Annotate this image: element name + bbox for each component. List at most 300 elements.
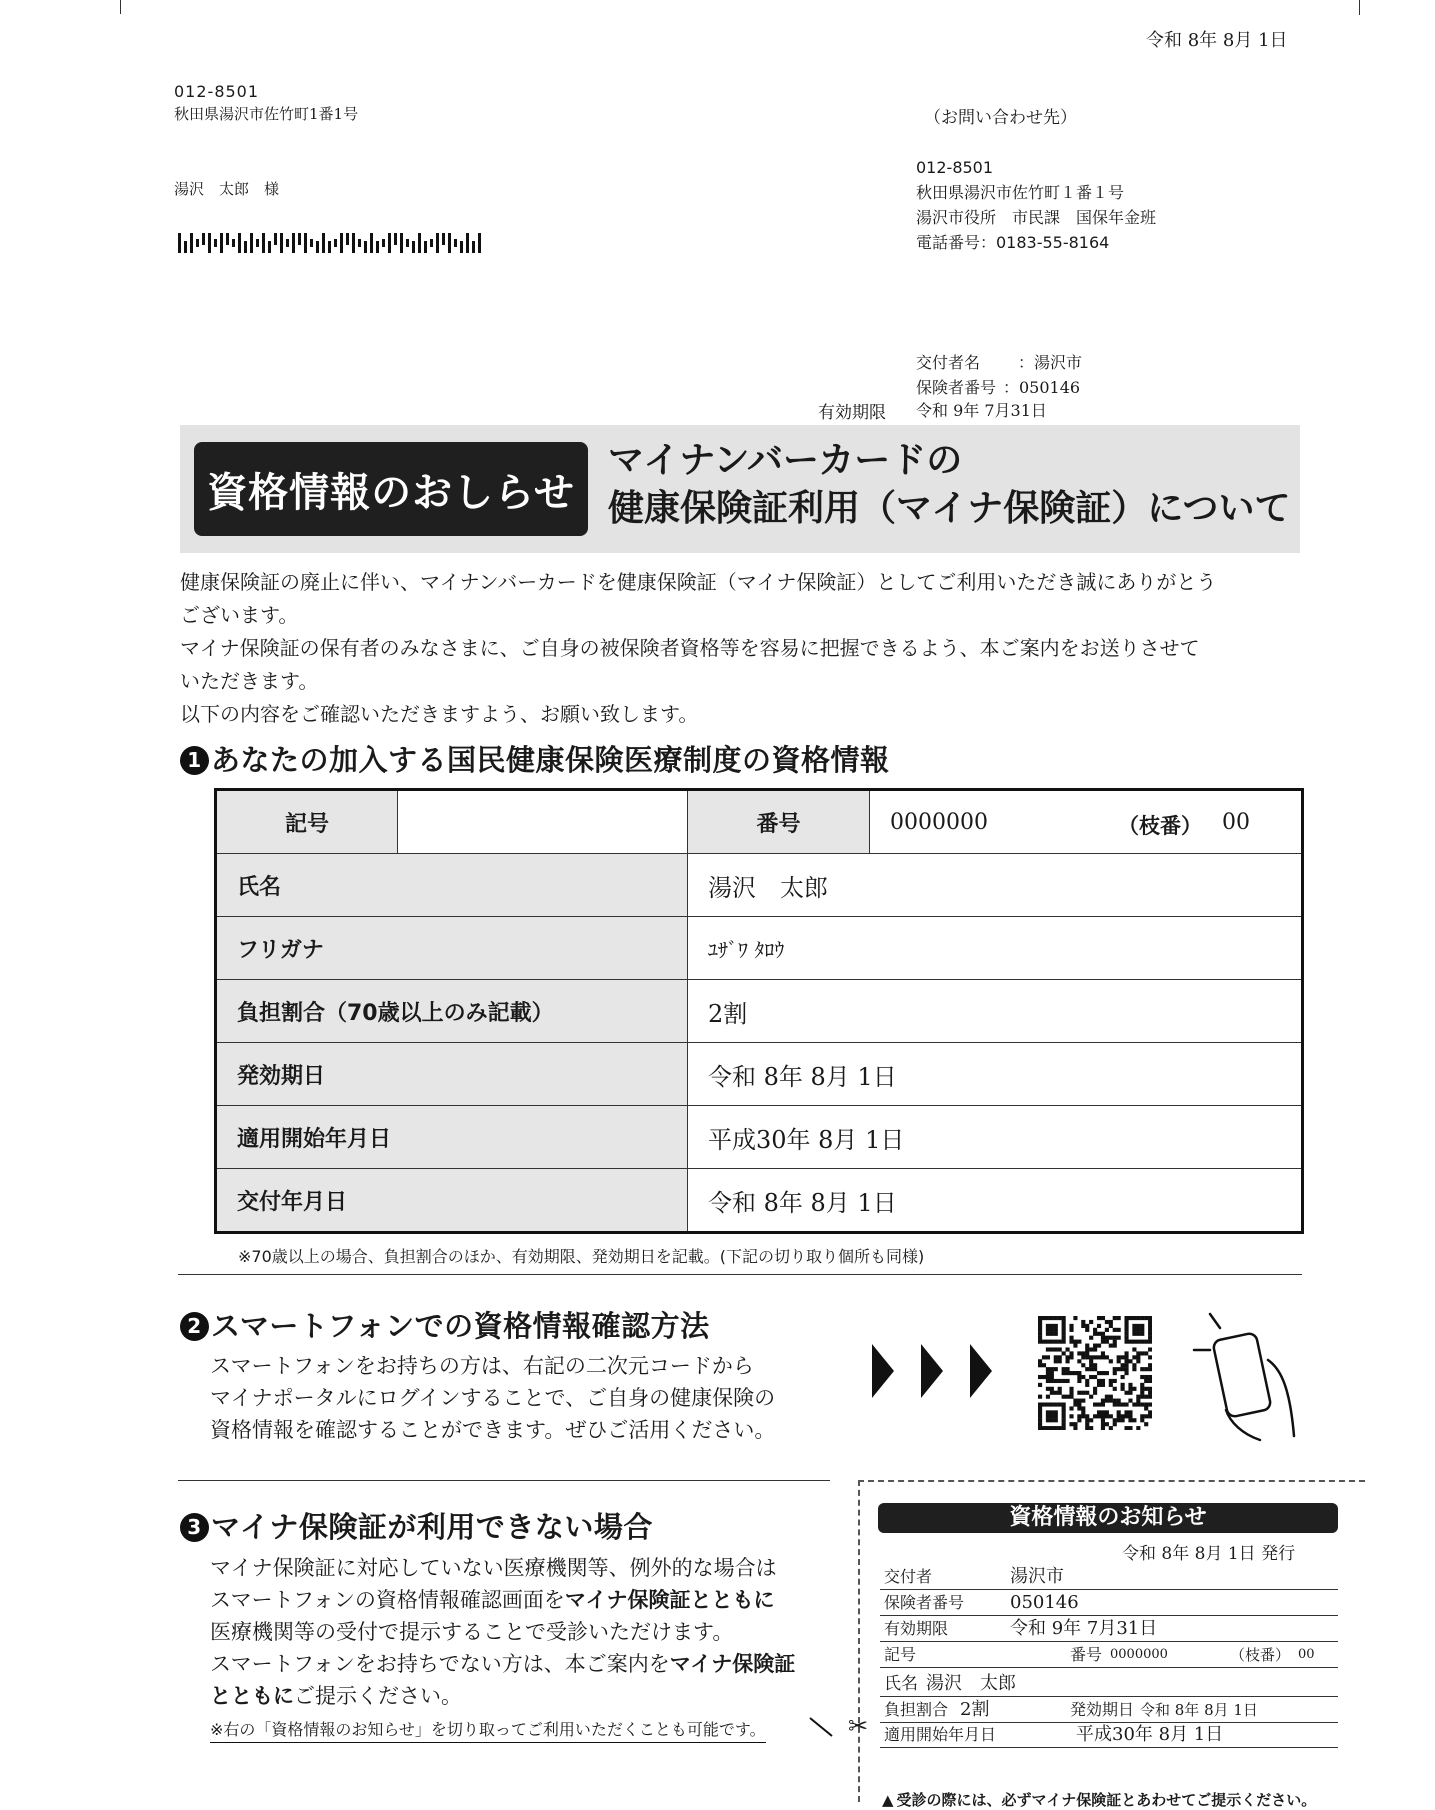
- qr-module: [1050, 1387, 1054, 1391]
- qr-module: [1105, 1320, 1109, 1324]
- barcode-bar: [466, 233, 469, 253]
- qr-module: [1144, 1406, 1148, 1410]
- scissors-icon: ✂: [848, 1712, 869, 1740]
- barcode-bar: [250, 233, 253, 253]
- qr-module: [1109, 1324, 1113, 1328]
- qr-module: [1140, 1324, 1144, 1328]
- qr-module: [1124, 1391, 1128, 1395]
- qr-module: [1148, 1410, 1152, 1414]
- section2-heading: [180, 1304, 710, 1345]
- cutout-row: [880, 1565, 1338, 1590]
- cutout-start-value: 平成30年 8月 1日: [1076, 1724, 1224, 1745]
- barcode-bar: [400, 233, 403, 253]
- qr-module: [1101, 1379, 1105, 1383]
- qr-module: [1046, 1387, 1050, 1391]
- qr-module: [1046, 1324, 1050, 1328]
- recipient-postal: 012-8501: [174, 82, 260, 101]
- qr-module: [1128, 1399, 1132, 1403]
- qr-module: [1062, 1414, 1066, 1418]
- qr-module: [1069, 1414, 1073, 1418]
- barcode-bar: [388, 233, 391, 253]
- qr-module: [1058, 1379, 1062, 1383]
- cutout-row: [880, 1591, 1338, 1616]
- qr-module: [1077, 1351, 1081, 1355]
- recipient-address: 秋田県湯沢市佐竹町1番1号: [174, 105, 359, 123]
- qr-module: [1085, 1351, 1089, 1355]
- qr-module: [1144, 1387, 1148, 1391]
- qr-module: [1050, 1332, 1054, 1336]
- qr-module: [1069, 1391, 1073, 1395]
- qr-module: [1097, 1383, 1101, 1387]
- qr-module: [1105, 1328, 1109, 1332]
- barcode-bar: [442, 233, 445, 245]
- qr-module: [1148, 1324, 1152, 1328]
- qr-module: [1085, 1367, 1089, 1371]
- qr-module: [1140, 1316, 1144, 1320]
- qr-module: [1117, 1316, 1121, 1320]
- qr-module: [1148, 1332, 1152, 1336]
- qr-module: [1121, 1387, 1125, 1391]
- barcode-bar: [226, 233, 229, 245]
- qr-module: [1058, 1387, 1062, 1391]
- cutout-issuer-label: 交付者: [884, 1567, 933, 1586]
- qr-module: [1140, 1375, 1144, 1379]
- qr-module: [1109, 1359, 1113, 1363]
- qr-module: [1085, 1418, 1089, 1422]
- qr-module: [1101, 1332, 1105, 1336]
- qr-module: [1113, 1387, 1117, 1391]
- qr-module: [1038, 1328, 1042, 1332]
- qr-module: [1046, 1367, 1050, 1371]
- cutout-row: [880, 1617, 1338, 1642]
- qr-module: [1113, 1316, 1117, 1320]
- postal-barcode: [178, 233, 481, 253]
- qr-module: [1148, 1328, 1152, 1332]
- qr-module: [1050, 1391, 1054, 1395]
- qr-module: [1038, 1324, 1042, 1328]
- qr-module: [1124, 1355, 1128, 1359]
- qr-module: [1109, 1344, 1113, 1348]
- qr-module: [1101, 1336, 1105, 1340]
- qr-module: [1077, 1379, 1081, 1383]
- barcode-bar: [262, 233, 265, 253]
- qr-module: [1109, 1426, 1113, 1430]
- qr-module: [1105, 1371, 1109, 1375]
- section3-emphasis: マイナ保険証とともに: [564, 1588, 775, 1612]
- qr-module: [1144, 1351, 1148, 1355]
- qr-module: [1038, 1340, 1042, 1344]
- barcode-bar: [472, 241, 475, 253]
- qr-module: [1109, 1399, 1113, 1403]
- qr-module: [1101, 1399, 1105, 1403]
- qr-module: [1073, 1402, 1077, 1406]
- qr-module: [1042, 1340, 1046, 1344]
- qr-module: [1128, 1387, 1132, 1391]
- qr-module: [1117, 1418, 1121, 1422]
- qr-module: [1085, 1422, 1089, 1426]
- crop-mark-left: [120, 0, 135, 14]
- barcode-bar: [382, 239, 385, 247]
- qr-module: [1128, 1391, 1132, 1395]
- qr-module: [1093, 1328, 1097, 1332]
- qr-module: [1113, 1402, 1117, 1406]
- qr-module: [1101, 1371, 1105, 1375]
- barcode-bar: [268, 241, 271, 253]
- qr-module: [1046, 1395, 1050, 1399]
- barcode-bar: [334, 239, 337, 247]
- qr-module: [1038, 1383, 1042, 1387]
- qr-module: [1121, 1402, 1125, 1406]
- qr-module: [1038, 1375, 1042, 1379]
- qr-module: [1140, 1391, 1144, 1395]
- qr-module: [1081, 1391, 1085, 1395]
- section3-number: 3: [180, 1513, 209, 1542]
- barcode-bar: [364, 241, 367, 253]
- barcode-bar: [304, 233, 307, 253]
- qr-module: [1109, 1336, 1113, 1340]
- qr-module: [1093, 1347, 1097, 1351]
- barcode-bar: [322, 233, 325, 253]
- cutout-effective-value: 令和 8年 8月 1日: [1140, 1701, 1258, 1719]
- qr-module: [1117, 1410, 1121, 1414]
- qr-module: [1089, 1375, 1093, 1379]
- qr-module: [1038, 1422, 1042, 1426]
- warning-icon: ▲: [882, 1791, 894, 1809]
- edaban-value: 00: [1222, 810, 1250, 835]
- qr-module: [1050, 1324, 1054, 1328]
- cutout-issuer-value: 湯沢市: [1010, 1566, 1064, 1587]
- arrow-icon: [921, 1344, 943, 1398]
- qr-module: [1054, 1355, 1058, 1359]
- qr-module: [1140, 1395, 1144, 1399]
- qr-module: [1093, 1367, 1097, 1371]
- kigo-label: 記号: [216, 790, 398, 854]
- qr-module: [1066, 1355, 1070, 1359]
- qr-module: [1117, 1399, 1121, 1403]
- qr-module: [1140, 1418, 1144, 1422]
- qr-module: [1054, 1328, 1058, 1332]
- barcode-bar: [184, 241, 187, 253]
- qr-module: [1081, 1351, 1085, 1355]
- qr-module: [1136, 1332, 1140, 1336]
- qr-module: [1042, 1375, 1046, 1379]
- table-row: [216, 1169, 1303, 1233]
- qr-module: [1054, 1367, 1058, 1371]
- qr-module: [1140, 1340, 1144, 1344]
- qr-module: [1038, 1320, 1042, 1324]
- qr-module: [1132, 1328, 1136, 1332]
- qr-module: [1113, 1340, 1117, 1344]
- qr-module: [1148, 1375, 1152, 1379]
- intro-line: 以下の内容をご確認いただきますよう、お願い致します。: [180, 702, 699, 726]
- qr-module: [1093, 1355, 1097, 1359]
- qr-module: [1124, 1332, 1128, 1336]
- qr-module: [1038, 1363, 1042, 1367]
- qr-module: [1062, 1324, 1066, 1328]
- qr-module: [1054, 1391, 1058, 1395]
- qr-module: [1148, 1367, 1152, 1371]
- qr-code-icon[interactable]: [1038, 1316, 1152, 1430]
- section3-text-span: ご提示ください。: [294, 1684, 462, 1708]
- qr-module: [1144, 1414, 1148, 1418]
- qr-module: [1050, 1379, 1054, 1383]
- qr-module: [1038, 1336, 1042, 1340]
- row-label: 氏名: [216, 854, 688, 917]
- qr-module: [1117, 1328, 1121, 1332]
- qr-module: [1058, 1402, 1062, 1406]
- qr-module: [1073, 1399, 1077, 1403]
- qr-module: [1050, 1426, 1054, 1430]
- qr-module: [1140, 1414, 1144, 1418]
- qr-module: [1148, 1363, 1152, 1367]
- barcode-bar: [292, 233, 295, 253]
- qr-module: [1117, 1402, 1121, 1406]
- cutout-kigo-label: 記号: [884, 1645, 917, 1664]
- row-value: 2割: [688, 980, 1303, 1043]
- barcode-bar: [178, 233, 181, 253]
- crop-mark-right: [1359, 0, 1360, 15]
- cutout-name-label: 氏名: [884, 1674, 918, 1694]
- qr-module: [1054, 1316, 1058, 1320]
- barcode-bar: [232, 239, 235, 247]
- cutout-row: [880, 1672, 1338, 1697]
- qr-module: [1132, 1418, 1136, 1422]
- qr-module: [1113, 1418, 1117, 1422]
- barcode-bar: [430, 239, 433, 247]
- qr-module: [1066, 1395, 1070, 1399]
- qr-module: [1101, 1414, 1105, 1418]
- qr-module: [1105, 1340, 1109, 1344]
- qr-module: [1113, 1379, 1117, 1383]
- qr-module: [1093, 1387, 1097, 1391]
- row-value: 令和 8年 8月 1日: [688, 1169, 1303, 1233]
- qr-module: [1132, 1363, 1136, 1367]
- table-note: ※70歳以上の場合、負担割合のほか、有効期限、発効期日を記載。(下記の切り取り個所も同様): [238, 1247, 925, 1266]
- qr-module: [1038, 1426, 1042, 1430]
- qr-module: [1038, 1402, 1042, 1406]
- row-value: 令和 8年 8月 1日: [688, 1043, 1303, 1106]
- qr-module: [1050, 1347, 1054, 1351]
- qr-module: [1136, 1426, 1140, 1430]
- row-value: 湯沢 太郎: [688, 854, 1303, 917]
- section3-emphasis: マイナ保険証: [669, 1652, 796, 1676]
- qr-module: [1054, 1359, 1058, 1363]
- section3-line: [210, 1584, 795, 1616]
- qr-module: [1124, 1363, 1128, 1367]
- section3-text-span: スマートフォンの資格情報確認画面を: [210, 1588, 565, 1612]
- intro-line: マイナ保険証の保有者のみなさまに、ご自身の被保険者資格等を容易に把握できるよう、本ご案内をお送りさせて: [180, 636, 1200, 660]
- qr-module: [1085, 1414, 1089, 1418]
- qr-module: [1089, 1395, 1093, 1399]
- qr-module: [1113, 1422, 1117, 1426]
- barcode-bar: [238, 233, 241, 253]
- cutout-row: [880, 1643, 1338, 1668]
- qr-module: [1144, 1316, 1148, 1320]
- section2-number: 2: [180, 1312, 209, 1341]
- row-label: フリガナ: [216, 917, 688, 980]
- qr-module: [1085, 1355, 1089, 1359]
- table-row: [216, 1106, 1303, 1169]
- barcode-bar: [340, 233, 343, 253]
- qr-module: [1121, 1383, 1125, 1387]
- qr-module: [1085, 1347, 1089, 1351]
- barcode-bar: [220, 233, 223, 253]
- barcode-bar: [208, 233, 211, 253]
- qr-module: [1069, 1340, 1073, 1344]
- qr-module: [1069, 1336, 1073, 1340]
- qr-module: [1046, 1316, 1050, 1320]
- section3-text: [210, 1552, 795, 1712]
- smartphone-hand-icon: [1190, 1310, 1302, 1442]
- qr-module: [1089, 1355, 1093, 1359]
- qr-module: [1054, 1340, 1058, 1344]
- qr-module: [1089, 1336, 1093, 1340]
- qr-module: [1121, 1367, 1125, 1371]
- barcode-bar: [274, 233, 277, 245]
- qr-module: [1093, 1402, 1097, 1406]
- qr-module: [1062, 1422, 1066, 1426]
- qr-module: [1073, 1422, 1077, 1426]
- qr-module: [1148, 1391, 1152, 1395]
- qr-module: [1101, 1383, 1105, 1387]
- qr-module: [1050, 1375, 1054, 1379]
- qr-module: [1140, 1387, 1144, 1391]
- intro-text: [180, 566, 1310, 731]
- qr-module: [1113, 1371, 1117, 1375]
- section1-heading: [180, 738, 890, 779]
- qr-module: [1148, 1340, 1152, 1344]
- qr-module: [1054, 1410, 1058, 1414]
- qr-module: [1124, 1328, 1128, 1332]
- qr-module: [1058, 1355, 1062, 1359]
- divider: [178, 1480, 830, 1481]
- qr-module: [1062, 1406, 1066, 1410]
- qr-module: [1140, 1402, 1144, 1406]
- qr-module: [1101, 1351, 1105, 1355]
- qr-module: [1117, 1355, 1121, 1359]
- qr-module: [1058, 1340, 1062, 1344]
- qr-module: [1128, 1414, 1132, 1418]
- row-label: 適用開始年月日: [216, 1106, 688, 1169]
- cutout-title: 資格情報のお知らせ: [878, 1503, 1338, 1533]
- barcode-bar: [370, 233, 373, 253]
- qr-module: [1077, 1391, 1081, 1395]
- qr-module: [1117, 1367, 1121, 1371]
- qr-module: [1109, 1379, 1113, 1383]
- qr-module: [1128, 1340, 1132, 1344]
- qr-module: [1069, 1387, 1073, 1391]
- qr-module: [1038, 1410, 1042, 1414]
- section1-title: あなたの加入する国民健康保険医療制度の資格情報: [211, 743, 890, 777]
- qr-module: [1066, 1359, 1070, 1363]
- qr-module: [1136, 1355, 1140, 1359]
- qr-module: [1050, 1340, 1054, 1344]
- section3-emphasis: とともに: [210, 1684, 294, 1708]
- qr-module: [1054, 1347, 1058, 1351]
- inquiry-heading: （お問い合わせ先）: [924, 108, 1077, 128]
- qr-module: [1069, 1328, 1073, 1332]
- qr-module: [1089, 1363, 1093, 1367]
- qr-module: [1128, 1383, 1132, 1387]
- qr-module: [1093, 1375, 1097, 1379]
- cutout-bango-label: 番号: [1070, 1645, 1103, 1664]
- qr-module: [1132, 1316, 1136, 1320]
- qr-module: [1132, 1332, 1136, 1336]
- qr-module: [1105, 1399, 1109, 1403]
- qr-module: [1073, 1316, 1077, 1320]
- qr-module: [1050, 1367, 1054, 1371]
- qr-module: [1101, 1426, 1105, 1430]
- section3-line: [210, 1680, 795, 1712]
- qr-module: [1073, 1344, 1077, 1348]
- bango-value: 0000000: [890, 809, 988, 835]
- inquiry-phone: 電話番号：0183-55-8164: [916, 233, 1110, 252]
- issuer-name-label: 交付者名: [916, 353, 981, 372]
- qr-module: [1077, 1402, 1081, 1406]
- qr-module: [1109, 1414, 1113, 1418]
- qr-module: [1097, 1402, 1101, 1406]
- qr-module: [1093, 1363, 1097, 1367]
- qr-module: [1117, 1414, 1121, 1418]
- qr-module: [1148, 1347, 1152, 1351]
- qr-module: [1046, 1332, 1050, 1336]
- qr-module: [1105, 1414, 1109, 1418]
- qr-module: [1069, 1422, 1073, 1426]
- recipient-name: 湯沢 太郎 様: [174, 180, 280, 198]
- qr-module: [1038, 1395, 1042, 1399]
- qr-module: [1140, 1328, 1144, 1332]
- barcode-bar: [190, 233, 193, 253]
- qr-module: [1069, 1355, 1073, 1359]
- qr-module: [1089, 1359, 1093, 1363]
- qr-module: [1062, 1332, 1066, 1336]
- qr-module: [1077, 1414, 1081, 1418]
- barcode-bar: [460, 241, 463, 253]
- section3-line: [210, 1648, 795, 1680]
- qr-module: [1066, 1379, 1070, 1383]
- section3-heading: [180, 1505, 653, 1546]
- qr-module: [1105, 1355, 1109, 1359]
- qr-module: [1136, 1328, 1140, 1332]
- qr-module: [1124, 1414, 1128, 1418]
- barcode-bar: [418, 233, 421, 253]
- qr-module: [1124, 1426, 1128, 1430]
- cutout-burden-label: 負担割合: [884, 1700, 949, 1719]
- qr-module: [1144, 1395, 1148, 1399]
- intro-line: ございます。: [180, 603, 299, 627]
- cutout-edaban-value: 00: [1298, 1647, 1315, 1662]
- barcode-bar: [316, 241, 319, 253]
- qr-module: [1148, 1316, 1152, 1320]
- qr-module: [1085, 1426, 1089, 1430]
- barcode-bar: [196, 239, 199, 247]
- qr-module: [1046, 1375, 1050, 1379]
- issuer-valid-value: 令和 9年 7月31日: [916, 401, 1047, 420]
- cutout-valid-label: 有効期限: [884, 1619, 949, 1638]
- qr-module: [1085, 1344, 1089, 1348]
- table-row: [216, 1043, 1303, 1106]
- qr-module: [1046, 1347, 1050, 1351]
- qr-module: [1109, 1320, 1113, 1324]
- cutout-edaban-label: （枝番）: [1230, 1646, 1291, 1664]
- qr-module: [1113, 1367, 1117, 1371]
- qr-module: [1062, 1371, 1066, 1375]
- qr-module: [1058, 1426, 1062, 1430]
- section3-line: 医療機関等の受付で提示することで受診いただけます。: [210, 1620, 734, 1644]
- qr-module: [1136, 1359, 1140, 1363]
- bango-label: 番号: [688, 790, 870, 854]
- qr-module: [1124, 1340, 1128, 1344]
